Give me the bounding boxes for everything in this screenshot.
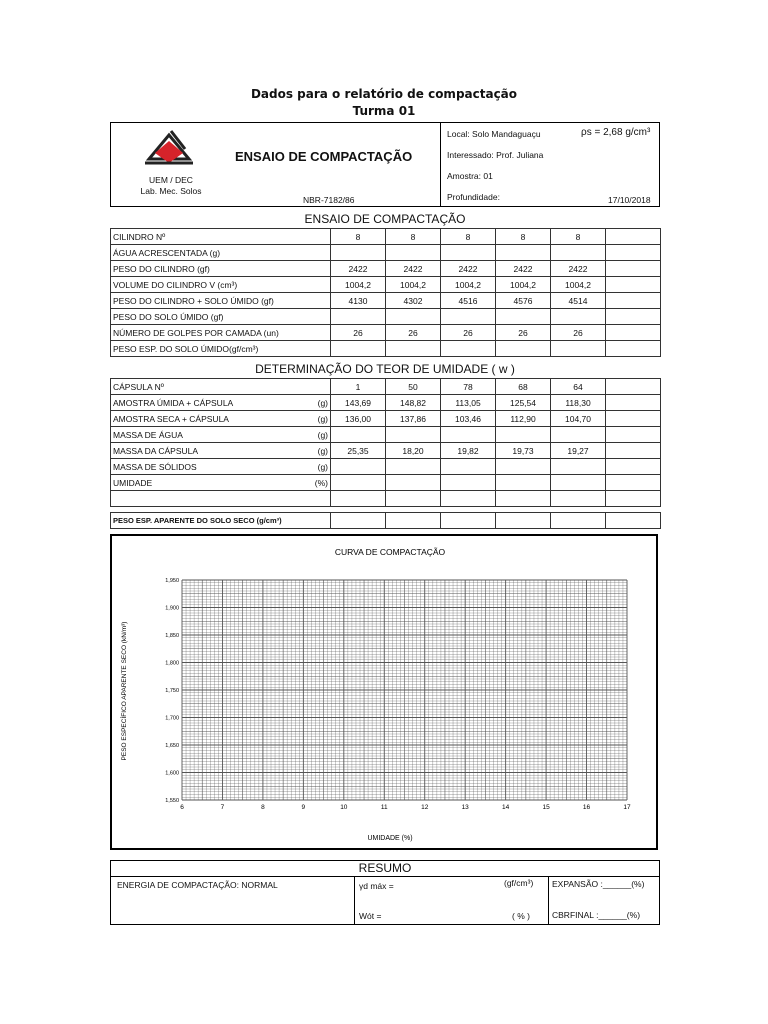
moisture-cell[interactable] [496,427,551,443]
energia-label: ENERGIA DE COMPACTAÇÃO: NORMAL [117,880,278,890]
local-label: Local: Solo Mandaguaçu [447,129,541,139]
moisture-cell[interactable] [496,459,551,475]
moisture-table [110,378,661,507]
compaction-cell[interactable]: 4514 [551,293,606,309]
moisture-row-label [111,379,331,395]
moisture-cell[interactable] [386,427,441,443]
x-tick-label: 16 [582,804,591,811]
y-tick-label: 1,600 [165,770,179,777]
dry-weight-table [110,512,661,529]
gamma-unit-label: (gf/cm³) [504,878,534,888]
moisture-cell[interactable]: 125,54 [496,395,551,411]
moisture-row-label [111,443,331,459]
moisture-cell[interactable]: 18,20 [386,443,441,459]
moisture-row-label [111,411,331,427]
x-tick-label: 9 [301,804,306,811]
moisture-cell[interactable] [386,459,441,475]
compaction-row [111,309,661,325]
compaction-cell[interactable]: 26 [331,325,386,341]
x-tick-label: 14 [502,804,510,811]
moisture-row [111,411,661,427]
summary-title: RESUMO [111,861,659,877]
moisture-unit-text: (g) [317,445,328,456]
compaction-cell[interactable]: 4576 [496,293,551,309]
moisture-cell[interactable] [441,459,496,475]
x-tick-label: 10 [340,804,348,811]
compaction-cell[interactable]: 8 [331,229,386,245]
compaction-cell[interactable] [441,341,496,357]
y-tick-label: 1,950 [165,578,179,584]
compaction-cell[interactable]: 4302 [386,293,441,309]
moisture-cell[interactable] [606,475,661,491]
header-divider [440,123,441,206]
compaction-curve-chart [110,534,658,850]
compaction-row-label: NÚMERO DE GOLPES POR CAMADA (un) [111,325,331,341]
moisture-cell[interactable] [441,491,496,507]
dry-weight-label: PESO ESP. APARENTE DO SOLO SECO (g/cm³) [111,513,331,529]
date-label: 17/10/2018 [608,195,651,205]
compaction-cell[interactable] [441,309,496,325]
document-subtitle: Turma 01 [352,104,416,118]
moisture-cell[interactable] [606,427,661,443]
profundidade-label: Profundidade: [447,192,500,202]
compaction-row-label: PESO DO CILINDRO (gf) [111,261,331,277]
expansao-label: EXPANSÃO :______(%) [552,879,645,889]
compaction-cell[interactable]: 26 [441,325,496,341]
compaction-cell[interactable] [606,245,661,261]
compaction-cell[interactable] [606,277,661,293]
moisture-cell[interactable]: 64 [551,379,606,395]
moisture-row [111,443,661,459]
moisture-cell[interactable] [331,427,386,443]
moisture-label-text: UMIDADE [113,477,153,488]
compaction-cell[interactable]: 8 [386,229,441,245]
compaction-cell[interactable] [551,245,606,261]
moisture-cell[interactable]: 19,82 [441,443,496,459]
moisture-row-label [111,491,331,507]
compaction-cell[interactable]: 2422 [496,261,551,277]
logo-label-uem: UEM / DEC [149,175,193,185]
moisture-cell[interactable] [386,475,441,491]
moisture-section-title: DETERMINAÇÃO DO TEOR DE UMIDADE ( w ) [255,362,515,376]
moisture-row-label [111,395,331,411]
compaction-cell[interactable]: 26 [386,325,441,341]
x-tick-label: 8 [261,804,265,811]
compaction-cell[interactable] [551,341,606,357]
cbr-label: CBRFINAL :______(%) [552,910,641,920]
chart-grid [182,580,627,800]
moisture-cell[interactable]: 78 [441,379,496,395]
moisture-row-label [111,459,331,475]
compaction-row-label: VOLUME DO CILINDRO V (cm³) [111,277,331,293]
wot-unit-label: ( % ) [512,911,530,921]
compaction-cell[interactable] [386,341,441,357]
moisture-cell[interactable]: 104,70 [551,411,606,427]
moisture-row [111,475,661,491]
y-tick-label: 1,800 [165,660,179,667]
compaction-row-label: ÁGUA ACRESCENTADA (g) [111,245,331,261]
compaction-cell[interactable] [606,309,661,325]
moisture-cell[interactable] [551,491,606,507]
rho-label: ρs = 2,68 g/cm³ [581,127,651,138]
compaction-row [111,341,661,357]
summary-divider-1 [354,876,355,924]
moisture-cell[interactable] [606,459,661,475]
moisture-cell[interactable] [331,459,386,475]
compaction-cell[interactable] [606,293,661,309]
moisture-cell[interactable]: 143,69 [331,395,386,411]
compaction-row [111,229,661,245]
summary-box [110,860,660,925]
moisture-cell[interactable] [606,395,661,411]
header-main-title: ENSAIO DE COMPACTAÇÃO [235,149,413,164]
y-tick-label: 1,750 [165,688,179,694]
moisture-row [111,379,661,395]
x-tick-label: 13 [461,804,469,811]
compaction-cell[interactable]: 2422 [331,261,386,277]
header-box [110,122,660,207]
moisture-row [111,459,661,475]
x-tick-label: 12 [421,804,429,811]
moisture-cell[interactable] [551,475,606,491]
compaction-row-label: PESO ESP. DO SOLO ÚMIDO(gf/cm³) [111,341,331,357]
y-tick-label: 1,900 [165,605,179,612]
moisture-cell[interactable] [441,427,496,443]
compaction-cell[interactable]: 4516 [441,293,496,309]
x-tick-label: 15 [542,804,550,811]
compaction-cell[interactable]: 2422 [441,261,496,277]
dry-weight-row [111,513,661,529]
moisture-label-text: MASSA DE SÓLIDOS [113,461,197,472]
compaction-cell[interactable] [441,245,496,261]
compaction-table [110,228,661,357]
dry-cell[interactable] [441,513,496,529]
compaction-row [111,277,661,293]
moisture-cell[interactable]: 25,35 [331,443,386,459]
moisture-label-text: MASSA DE ÁGUA [113,429,183,440]
moisture-cell[interactable]: 19,27 [551,443,606,459]
compaction-cell[interactable] [606,261,661,277]
amostra-label: Amostra: 01 [447,171,493,181]
moisture-label-text: CÁPSULA Nº [113,381,164,392]
moisture-unit-text: (g) [317,397,328,408]
compaction-cell[interactable] [606,325,661,341]
chart-x-axis-label: UMIDADE (%) [367,835,413,842]
compaction-section-title: ENSAIO DE COMPACTAÇÃO [304,212,466,226]
y-tick-label: 1,550 [165,798,179,804]
compaction-cell[interactable] [496,309,551,325]
chart-y-axis-label: PESO ESPECÍFICO APARENTE SECO (kN/m³) [121,621,128,761]
compaction-cell[interactable]: 1004,2 [386,277,441,293]
moisture-cell[interactable] [331,491,386,507]
dry-cell[interactable] [551,513,606,529]
moisture-cell[interactable] [606,491,661,507]
moisture-cell[interactable]: 113,05 [441,395,496,411]
dry-cell[interactable] [331,513,386,529]
compaction-cell[interactable]: 26 [551,325,606,341]
moisture-cell[interactable]: 1 [331,379,386,395]
moisture-cell[interactable] [496,475,551,491]
compaction-cell[interactable]: 4130 [331,293,386,309]
compaction-row [111,325,661,341]
compaction-cell[interactable] [331,341,386,357]
x-tick-label: 11 [380,804,388,811]
y-tick-label: 1,700 [165,715,179,722]
gamma-max-label: γd máx = [359,881,394,891]
y-tick-label: 1,650 [165,743,179,749]
compaction-cell[interactable] [551,309,606,325]
moisture-cell[interactable]: 103,46 [441,411,496,427]
compaction-cell[interactable]: 26 [496,325,551,341]
moisture-cell[interactable]: 118,30 [551,395,606,411]
compaction-row [111,261,661,277]
moisture-cell[interactable] [441,475,496,491]
moisture-label-text: MASSA DA CÁPSULA [113,445,199,456]
moisture-row [111,427,661,443]
moisture-row [111,491,661,507]
compaction-cell[interactable]: 1004,2 [496,277,551,293]
moisture-cell[interactable] [606,443,661,459]
moisture-row-label [111,475,331,491]
compaction-cell[interactable]: 2422 [551,261,606,277]
compaction-cell[interactable] [331,309,386,325]
uem-logo-icon [141,129,197,169]
compaction-cell[interactable] [331,245,386,261]
wot-label: Wót = [359,911,382,921]
compaction-cell[interactable]: 1004,2 [551,277,606,293]
moisture-cell[interactable]: 68 [496,379,551,395]
summary-divider-2 [548,876,549,924]
compaction-cell[interactable]: 8 [441,229,496,245]
compaction-cell[interactable]: 8 [496,229,551,245]
compaction-cell[interactable]: 1004,2 [331,277,386,293]
compaction-cell[interactable] [496,245,551,261]
moisture-cell[interactable]: 136,00 [331,411,386,427]
moisture-cell[interactable] [551,427,606,443]
compaction-row [111,293,661,309]
dry-cell[interactable] [386,513,441,529]
compaction-cell[interactable] [606,341,661,357]
moisture-unit-text: (g) [317,413,328,424]
moisture-cell[interactable]: 112,90 [496,411,551,427]
compaction-cell[interactable]: 8 [551,229,606,245]
x-tick-label: 7 [220,804,225,811]
compaction-cell[interactable] [496,341,551,357]
moisture-cell[interactable] [606,379,661,395]
moisture-cell[interactable] [551,459,606,475]
moisture-label-text: AMOSTRA ÚMIDA + CÁPSULA [113,397,234,408]
compaction-cell[interactable] [386,245,441,261]
document-title: Dados para o relatório de compactação [250,87,518,101]
compaction-cell[interactable] [606,229,661,245]
moisture-cell[interactable] [331,475,386,491]
dry-cell[interactable] [606,513,661,529]
compaction-row-label: CILINDRO Nº [111,229,331,245]
compaction-cell[interactable]: 2422 [386,261,441,277]
moisture-cell[interactable]: 148,82 [386,395,441,411]
moisture-unit-text: (g) [317,461,328,472]
moisture-row-label [111,427,331,443]
dry-cell[interactable] [496,513,551,529]
moisture-cell[interactable]: 50 [386,379,441,395]
x-tick-label: 6 [180,804,184,811]
moisture-unit-text: (g) [317,429,328,440]
compaction-row-label: PESO DO CILINDRO + SOLO ÚMIDO (gf) [111,293,331,309]
moisture-cell[interactable]: 137,86 [386,411,441,427]
moisture-cell[interactable] [496,491,551,507]
moisture-cell[interactable]: 19,73 [496,443,551,459]
moisture-cell[interactable] [386,491,441,507]
moisture-label-text: AMOSTRA SECA + CÁPSULA [113,413,229,424]
chart-title: CURVA DE COMPACTAÇÃO [334,547,446,557]
compaction-row [111,245,661,261]
compaction-cell[interactable] [386,309,441,325]
norm-label: NBR-7182/86 [303,195,355,205]
moisture-row [111,395,661,411]
compaction-cell[interactable]: 1004,2 [441,277,496,293]
compaction-row-label: PESO DO SOLO ÚMIDO (gf) [111,309,331,325]
interessado-label: Interessado: Prof. Juliana [447,150,544,160]
moisture-cell[interactable] [606,411,661,427]
y-tick-label: 1,850 [165,633,179,639]
x-tick-label: 17 [623,804,631,811]
logo-label-lab: Lab. Mec. Solos [140,186,202,196]
moisture-unit-text: (%) [314,477,328,488]
